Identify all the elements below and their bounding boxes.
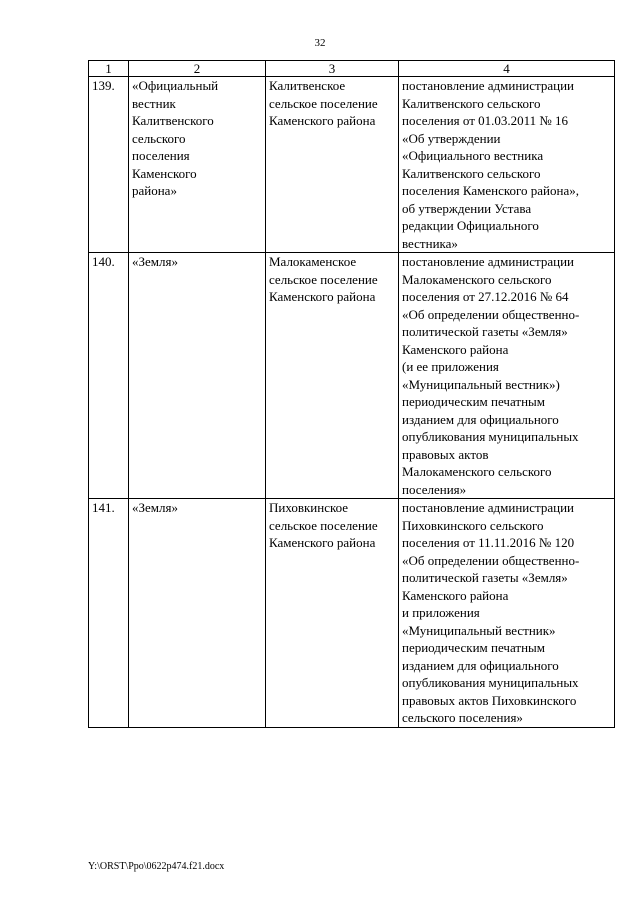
text-line: Малокаменского сельского xyxy=(402,271,552,287)
text-line: «Земля» xyxy=(132,254,178,269)
text-line: опубликования муниципальных xyxy=(402,675,579,690)
text-line: Каменского района xyxy=(269,289,376,304)
text-line: «Об определении общественно- xyxy=(402,552,580,568)
text-line: поселения Каменского района», xyxy=(402,183,579,198)
text-line: «Муниципальный вестник» xyxy=(402,622,556,638)
text-line: редакции Официального xyxy=(402,218,539,233)
footer-file-path: Y:\ORST\Ppo\0622p474.f21.docx xyxy=(88,861,225,872)
text-line: правовых актов xyxy=(402,446,489,462)
cell-resolution xyxy=(399,499,615,728)
text-line: Каменского района xyxy=(269,535,376,550)
column-header-3: 3 xyxy=(266,61,399,77)
column-header-1: 1 xyxy=(89,61,129,77)
text-line: (и ее приложения xyxy=(402,359,499,374)
text-line: изданием для официального xyxy=(402,411,559,427)
text-line: поселения от 01.03.2011 № 16 xyxy=(402,113,569,128)
text-line: правовых актов Пиховкинского xyxy=(402,692,577,708)
text-line: Пиховкинское xyxy=(269,500,349,515)
cell-number: 139. xyxy=(89,77,129,253)
text-line: политической газеты «Земля» xyxy=(402,570,568,585)
text-line: сельского xyxy=(132,130,186,146)
text-line: периодическим печатным xyxy=(402,640,546,655)
text-line: Малокаменского сельского xyxy=(402,464,552,479)
text-line: опубликования муниципальных xyxy=(402,429,579,444)
text-line: сельское поселение xyxy=(269,271,378,287)
text-line: Калитвенского сельского xyxy=(402,165,541,181)
text-line: сельское поселение xyxy=(269,517,378,533)
column-header-2: 2 xyxy=(129,61,266,77)
cell-number: 141. xyxy=(89,499,129,728)
cell-settlement xyxy=(266,499,399,728)
page-number: 32 xyxy=(314,37,326,49)
cell-publication-name xyxy=(129,253,266,499)
text-line: Калитвенского xyxy=(132,113,214,128)
text-line: «Об утверждении xyxy=(402,130,501,146)
text-line: постановление администрации xyxy=(402,78,575,93)
text-line: и приложения xyxy=(402,605,480,620)
text-line: сельского поселения» xyxy=(402,710,523,725)
text-line: сельское поселение xyxy=(269,95,378,111)
column-header-4: 4 xyxy=(399,61,615,77)
text-line: постановление администрации xyxy=(402,254,575,269)
text-line: поселения xyxy=(132,148,190,163)
text-line: «Земля» xyxy=(132,500,178,515)
text-line: Каменского района xyxy=(402,341,509,357)
text-line: поселения от 11.11.2016 № 120 xyxy=(402,535,575,550)
table-row xyxy=(89,253,615,499)
text-line: «Муниципальный вестник») xyxy=(402,376,560,392)
text-line: «Официального вестника xyxy=(402,148,544,163)
text-line: постановление администрации xyxy=(402,500,575,515)
text-line: об утверждении Устава xyxy=(402,200,532,216)
cell-settlement xyxy=(266,253,399,499)
text-line: периодическим печатным xyxy=(402,394,546,409)
text-line: Пиховкинского сельского xyxy=(402,517,544,533)
text-line: района» xyxy=(132,183,177,198)
cell-publication-name xyxy=(129,499,266,728)
text-line: Калитвенское xyxy=(269,78,346,93)
text-line: политической газеты «Земля» xyxy=(402,324,568,339)
table-row xyxy=(89,77,615,253)
text-line: Каменского района xyxy=(402,587,509,603)
cell-number: 140. xyxy=(89,253,129,499)
text-line: поселения от 27.12.2016 № 64 xyxy=(402,289,569,304)
text-line: поселения» xyxy=(402,481,467,497)
cell-publication-name xyxy=(129,77,266,253)
text-line: «Официальный xyxy=(132,78,219,93)
text-line: Каменского xyxy=(132,165,197,181)
text-line: Каменского района xyxy=(269,113,376,128)
text-line: «Об определении общественно- xyxy=(402,306,580,322)
text-line: Малокаменское xyxy=(269,254,357,269)
text-line: вестника» xyxy=(402,235,458,251)
table-header-row xyxy=(89,61,615,77)
text-line: Калитвенского сельского xyxy=(402,95,541,111)
cell-settlement xyxy=(266,77,399,253)
text-line: изданием для официального xyxy=(402,657,559,673)
cell-resolution xyxy=(399,253,615,499)
table-row xyxy=(89,499,615,728)
document-table xyxy=(88,60,615,728)
cell-resolution xyxy=(399,77,615,253)
text-line: вестник xyxy=(132,95,176,111)
